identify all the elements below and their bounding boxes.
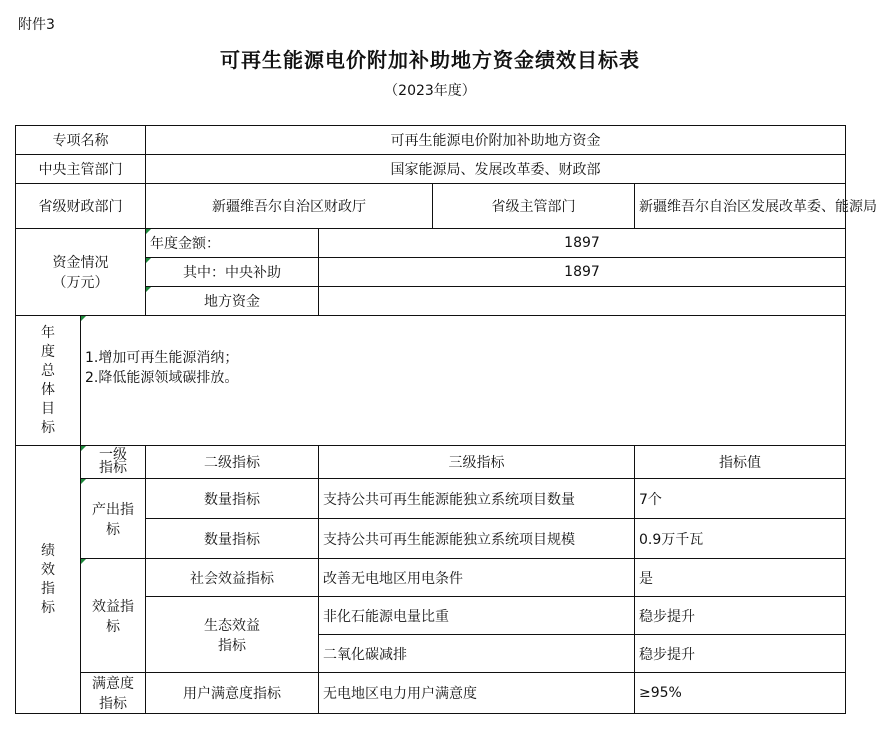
performance-label-char: 指	[41, 580, 55, 597]
row-funds-annual	[16, 229, 846, 258]
performance-label	[16, 446, 81, 714]
value-cell: ≥95%	[635, 673, 846, 714]
funds-local-value	[319, 287, 846, 316]
row-project-name	[16, 126, 846, 155]
level2-cell: 数量指标	[146, 519, 319, 559]
eco-indicator-label	[146, 597, 319, 673]
level2-cell: 数量指标	[146, 479, 319, 519]
header-level1-line2: 指标	[99, 460, 127, 476]
satisfaction-label-line2: 指标	[99, 696, 127, 712]
eco-label-line2: 指标	[218, 637, 246, 654]
row-annual-goals	[16, 316, 846, 446]
row-central-dept	[16, 155, 846, 184]
benefit-indicator-label	[81, 559, 146, 673]
value-cell: 0.9万千瓦	[635, 519, 846, 559]
level3-cell: 支持公共可再生能源能独立系统项目数量	[319, 479, 635, 519]
funds-label-line2: （万元）	[52, 275, 109, 291]
funds-annual-value: 1897	[319, 229, 846, 258]
value-cell: 稳步提升	[635, 635, 846, 673]
level3-cell: 改善无电地区用电条件	[319, 559, 635, 597]
prov-finance-value: 新疆维吾尔自治区财政厅	[146, 184, 433, 229]
value-cell: 7个	[635, 479, 846, 519]
funds-local-label: 地方资金	[146, 287, 319, 316]
eco-label-line1: 生态效益	[204, 617, 260, 634]
central-dept-value: 国家能源局、发展改革委、财政部	[146, 155, 846, 184]
performance-target-table	[15, 125, 877, 714]
prov-dept-label: 省级主管部门	[433, 184, 635, 229]
table-row	[16, 673, 846, 714]
attachment-label: 附件3	[18, 17, 55, 33]
year-subtitle: （2023年度）	[384, 83, 476, 99]
goal-item: 1.增加可再生能源消纳；	[85, 350, 239, 366]
goals-content	[81, 316, 846, 446]
header-level1	[81, 446, 146, 479]
goals-label-char: 年	[41, 324, 55, 341]
output-indicator-label	[81, 479, 146, 559]
goals-label-char: 体	[41, 381, 55, 398]
benefit-label-line2: 标	[106, 618, 120, 635]
level3-cell: 支持公共可再生能源能独立系统项目规模	[319, 519, 635, 559]
funds-central-label: 其中：中央补助	[146, 258, 319, 287]
header-level3: 三级指标	[319, 446, 635, 479]
table-row	[16, 559, 846, 597]
project-name-label: 专项名称	[16, 126, 146, 155]
level3-cell: 二氧化碳减排	[319, 635, 635, 673]
header-level2: 二级指标	[146, 446, 319, 479]
level2-cell: 社会效益指标	[146, 559, 319, 597]
project-name-value: 可再生能源电价附加补助地方资金	[146, 126, 846, 155]
page-title: 可再生能源电价附加补助地方资金绩效目标表	[220, 48, 640, 72]
prov-dept-value: 新疆维吾尔自治区发展改革委、能源局	[635, 184, 846, 229]
performance-label-char: 绩	[41, 542, 55, 559]
prov-finance-label: 省级财政部门	[16, 184, 146, 229]
funds-central-value: 1897	[319, 258, 846, 287]
table-row	[16, 479, 846, 519]
goals-label-char: 度	[41, 343, 55, 360]
satisfaction-label-line1: 满意度	[92, 676, 134, 692]
performance-label-char: 效	[41, 561, 55, 578]
benefit-label-line1: 效益指	[92, 598, 134, 615]
goal-item: 2.降低能源领域碳排放。	[85, 370, 239, 386]
funds-label-line1: 资金情况	[52, 255, 109, 271]
output-label-line1: 产出指	[92, 501, 134, 518]
satisfaction-indicator-label	[81, 673, 146, 714]
value-cell: 稳步提升	[635, 597, 846, 635]
goals-label-char: 目	[41, 400, 55, 417]
header-value: 指标值	[635, 446, 846, 479]
goals-label-char: 标	[41, 419, 55, 436]
value-cell: 是	[635, 559, 846, 597]
level3-cell: 无电地区电力用户满意度	[319, 673, 635, 714]
performance-label-char: 标	[41, 599, 55, 616]
output-label-line2: 标	[106, 521, 120, 538]
header-level1-line1: 一级	[99, 447, 127, 463]
level2-cell: 用户满意度指标	[146, 673, 319, 714]
central-dept-label: 中央主管部门	[16, 155, 146, 184]
level3-cell: 非化石能源电量比重	[319, 597, 635, 635]
row-provincial	[16, 184, 846, 229]
goals-label	[16, 316, 81, 446]
funds-annual-label: 年度金额：	[146, 229, 319, 258]
row-performance-header	[16, 446, 846, 479]
goals-label-char: 总	[41, 362, 55, 379]
funds-label	[16, 229, 146, 316]
